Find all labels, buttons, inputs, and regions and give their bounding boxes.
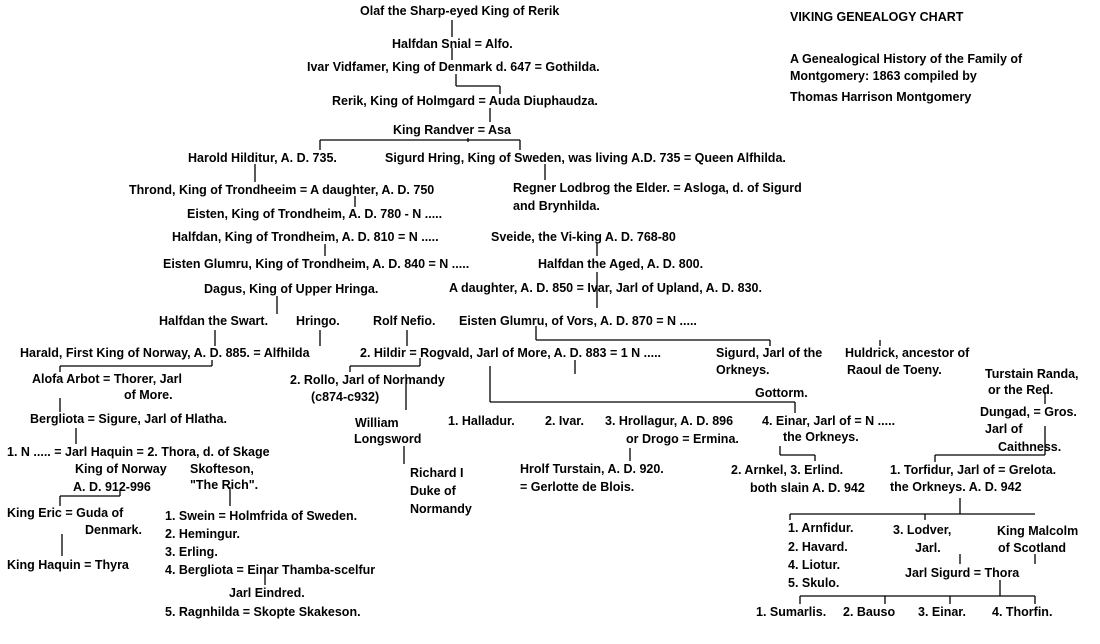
person-entry: Hrolf Turstain, A. D. 920. (520, 462, 664, 476)
person-entry: Caithness. (998, 440, 1062, 454)
person-entry: Eisten Glumru, of Vors, A. D. 870 = N ..... (459, 314, 697, 328)
person-entry: Rolf Nefio. (373, 314, 436, 328)
person-entry: Alofa Arbot = Thorer, Jarl (32, 372, 182, 386)
person-entry: 1. Torfidur, Jarl of = Grelota. (890, 463, 1057, 477)
person-entry: Sigurd Hring, King of Sweden, was living A.D. 735 = Queen Alfhilda. (385, 151, 786, 165)
person-entry: Harald, First King of Norway, A. D. 885. = Alfhilda (20, 346, 310, 360)
person-entry: or Drogo = Ermina. (626, 432, 739, 446)
source-line: Thomas Harrison Montgomery (790, 90, 972, 104)
person-entry: the Orkneys. A. D. 942 (890, 480, 1022, 494)
person-entry: 2. Bauso (843, 605, 896, 619)
person-entry: 2. Hemingur. (165, 527, 241, 541)
person-entry: Halfdan Snial = Alfo. (392, 37, 513, 51)
person-entry: King Randver = Asa (393, 123, 511, 137)
person-entry: 3. Einar. (918, 605, 966, 619)
person-entry: 5. Skulo. (788, 576, 840, 590)
person-entry: A. D. 912-996 (73, 480, 151, 494)
person-entry: Halfdan the Swart. (159, 314, 269, 328)
person-entry: Longsword (354, 432, 422, 446)
person-entry: Jarl of (985, 422, 1023, 436)
person-entry: 2. Arnkel, 3. Erlind. (731, 463, 844, 477)
person-entry: Jarl Eindred. (229, 586, 305, 600)
person-entry: 4. Einar, Jarl of = N ..... (762, 414, 896, 428)
person-entry: 1. N ..... = Jarl Haquin = 2. Thora, d. of Skage (7, 445, 270, 459)
person-entry: King Eric = Guda of (7, 506, 124, 520)
person-entry: Regner Lodbrog the Elder. = Asloga, d. of Sigurd (513, 181, 802, 195)
person-entry: Thrond, King of Trondheeim = A daughter, A. D. 750 (129, 183, 435, 197)
person-entry: Gottorm. (755, 386, 808, 400)
person-entry: 2. Hildir = Rogvald, Jarl of More, A. D. 883 = 1 N ..... (360, 346, 662, 360)
person-entry: Halfdan, King of Trondheim, A. D. 810 = N ..... (172, 230, 439, 244)
person-entry: Hringo. (296, 314, 340, 328)
person-entry: Normandy (410, 502, 472, 516)
person-entry: Halfdan the Aged, A. D. 800. (538, 257, 704, 271)
person-entry: Sigurd, Jarl of the (716, 346, 823, 360)
person-entry: 1. Sumarlis. (756, 605, 827, 619)
person-entry: or the Red. (988, 383, 1054, 397)
person-entry: the Orkneys. (783, 430, 859, 444)
person-entry: 3. Lodver, (893, 523, 952, 537)
person-entry: Jarl. (915, 541, 941, 555)
person-entry: Eisten Glumru, King of Trondheim, A. D. 840 = N ..... (163, 257, 470, 271)
person-entry: Olaf the Sharp-eyed King of Rerik (360, 4, 560, 18)
person-entry: Orkneys. (716, 363, 770, 377)
person-entry: Eisten, King of Trondheim, A. D. 780 - N ..... (187, 207, 443, 221)
person-entry: "The Rich". (190, 478, 259, 492)
person-entry: Richard I (410, 466, 464, 480)
source-line: A Genealogical History of the Family of (790, 52, 1023, 66)
person-entry: King Haquin = Thyra (7, 558, 129, 572)
person-entry: 4. Liotur. (788, 558, 841, 572)
person-entry: Sveide, the Vi-king A. D. 768-80 (491, 230, 676, 244)
person-entry: Dungad, = Gros. (980, 405, 1077, 419)
chart-title: VIKING GENEALOGY CHART (790, 10, 964, 24)
person-entry: 5. Ragnhilda = Skopte Skakeson. (165, 605, 361, 619)
person-entry: Skofteson, (190, 462, 254, 476)
person-entry: William (355, 416, 399, 430)
person-entry: Huldrick, ancestor of (845, 346, 970, 360)
person-entry: of Scotland (998, 541, 1067, 555)
person-entry: (c874-c932) (311, 390, 380, 404)
person-entry: 2. Havard. (788, 540, 848, 554)
person-entry: Ivar Vidfamer, King of Denmark d. 647 = Gothilda. (307, 60, 600, 74)
person-entry: and Brynhilda. (513, 199, 600, 213)
person-entry: 1. Swein = Holmfrida of Sweden. (165, 509, 358, 523)
person-entry: A daughter, A. D. 850 = Ivar, Jarl of Upland, A. D. 830. (449, 281, 762, 295)
person-entry: 3. Hrollagur, A. D. 896 (605, 414, 734, 428)
person-entry: 1. Halladur. (448, 414, 515, 428)
person-entry: Denmark. (85, 523, 142, 537)
person-entry: 4. Thorfin. (992, 605, 1053, 619)
person-entry: Harold Hilditur, A. D. 735. (188, 151, 337, 165)
person-entry: King Malcolm (997, 524, 1079, 538)
person-entry: Rerik, King of Holmgard = Auda Diuphaudza. (332, 94, 598, 108)
person-entry: Duke of (410, 484, 456, 498)
person-entry: Jarl Sigurd = Thora (905, 566, 1020, 580)
person-entry: 4. Bergliota = Einar Thamba-scelfur (165, 563, 376, 577)
source-line: Montgomery: 1863 compiled by (790, 69, 977, 83)
person-entry: King of Norway (75, 462, 167, 476)
person-entry: Dagus, King of Upper Hringa. (204, 282, 379, 296)
person-entry: = Gerlotte de Blois. (520, 480, 635, 494)
person-entry: 3. Erling. (165, 545, 218, 559)
person-entry: 1. Arnfidur. (788, 521, 854, 535)
person-entry: both slain A. D. 942 (750, 481, 865, 495)
person-entry: Turstain Randa, (985, 367, 1079, 381)
person-entry: Bergliota = Sigure, Jarl of Hlatha. (30, 412, 227, 426)
person-entry: of More. (124, 388, 173, 402)
person-entry: 2. Rollo, Jarl of Normandy (290, 373, 445, 387)
person-entry: 2. Ivar. (545, 414, 584, 428)
person-entry: Raoul de Toeny. (847, 363, 942, 377)
